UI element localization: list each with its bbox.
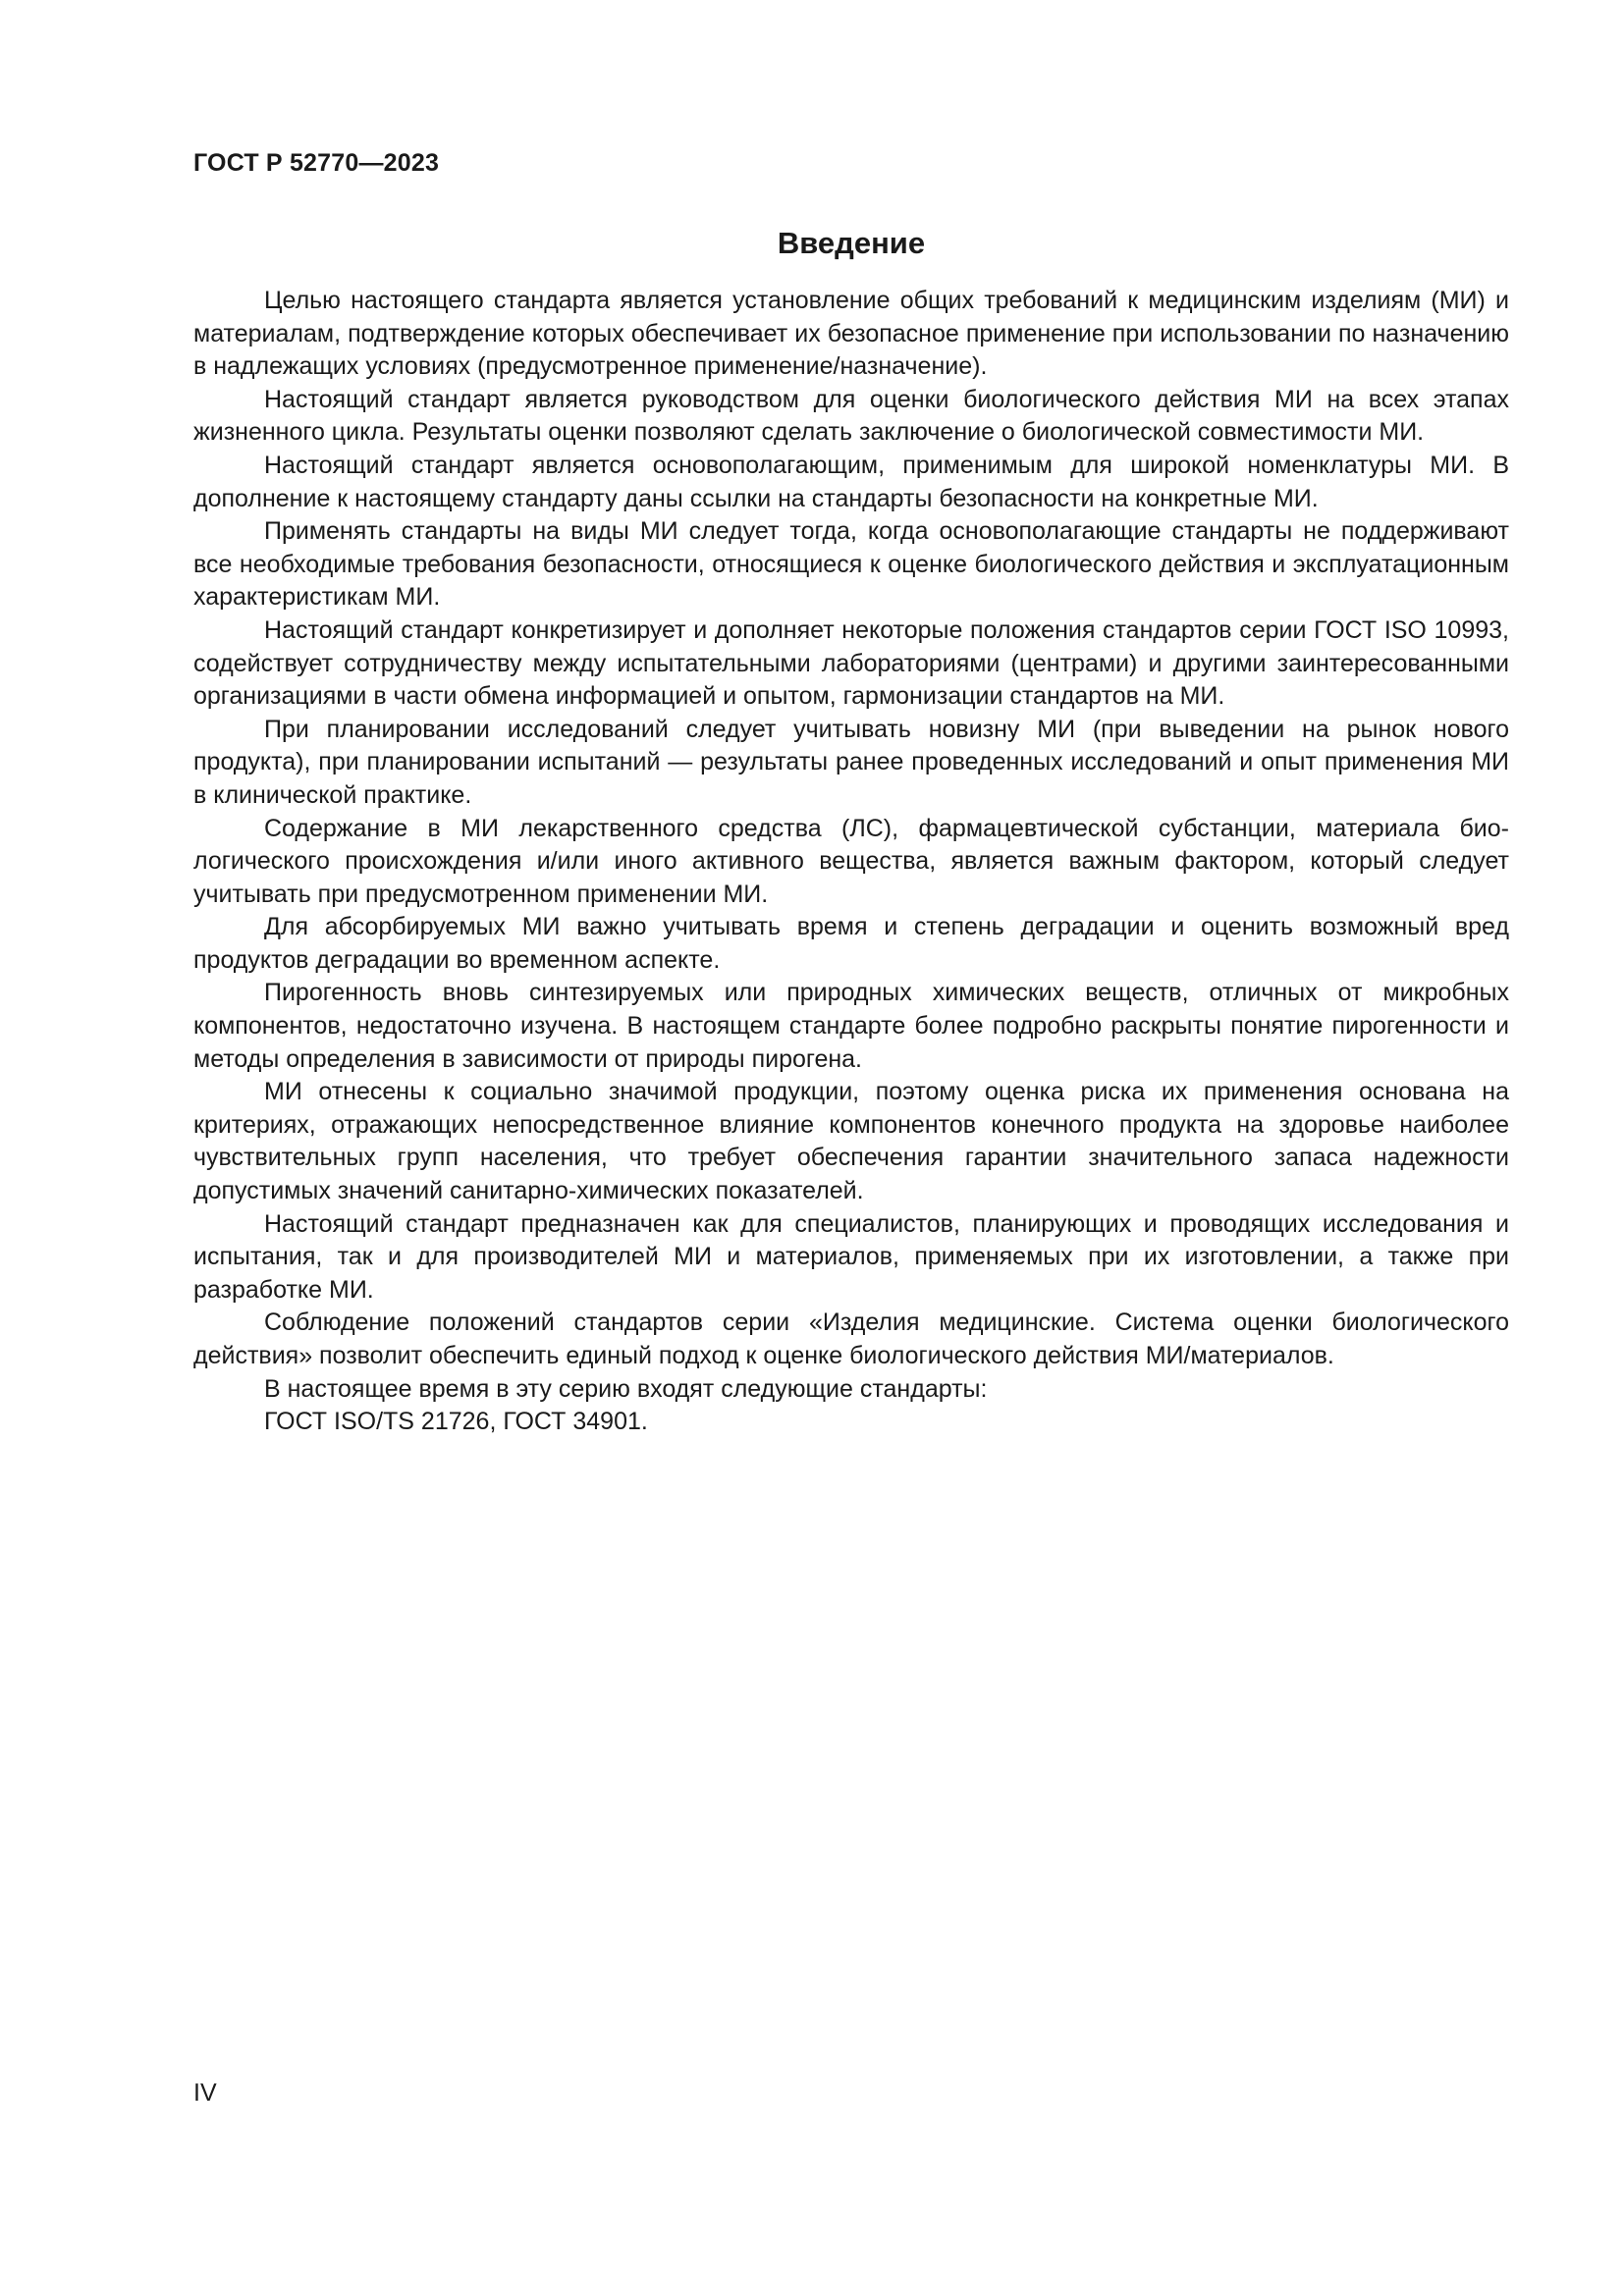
paragraph: При планировании исследований следует учитывать новизну МИ (при выведении на рынок нового продукта), при планировании испытаний — результаты ранее проведенных исследований и опыт применения МИ в клинической практике.	[193, 715, 1509, 809]
paragraph: Настоящий стандарт предназначен как для специалистов, планирующих и проводящих исследования и испытания, так и для производителей МИ и материалов, применяемых при их изготовлении, а также при разработке МИ.	[193, 1209, 1509, 1304]
paragraph: Пирогенность вновь синтезируемых или природных химических веществ, отличных от микробных компонентов, недостаточно изучена. В настоящем стандарте более подробно раскрыты понятие пирогенности и методы определения в зависимости от природы пирогена.	[193, 979, 1509, 1073]
section-title: Введение	[777, 226, 926, 260]
paragraph: Применять стандарты на виды МИ следует тогда, когда основополагающие стандарты не поддерживают все необходимые требования безопасности, относящиеся к оценке биологического действия и эксплуатационным характеристикам МИ.	[193, 517, 1509, 612]
paragraph: В настоящее время в эту серию входят следующие стандарты:	[264, 1374, 988, 1403]
paragraph: Для абсорбируемых МИ важно учитывать время и степень деградации и оценить возможный вред продуктов деградации во временном аспекте.	[193, 913, 1509, 974]
document-code: ГОСТ Р 52770—2023	[193, 149, 440, 177]
paragraph: Соблюдение положений стандартов серии «Изделия медицинские. Система оценки биологического действия» позволит обеспечить единый подход к оценке биологического действия МИ/материалов.	[193, 1308, 1509, 1369]
paragraph: Настоящий стандарт конкретизирует и дополняет некоторые положения стандартов серии ГОСТ ISO 10993, содействует сотрудничеству между испытательными лабораториями (центрами) и другими заинтересованными организациями в части обмена информацией и опытом, гармонизации стандартов на МИ.	[193, 615, 1509, 711]
paragraph: Целью настоящего стандарта является установление общих требований к медицинским изделиям (МИ) и материалам, подтверждение которых обеспечивает их безопасное применение при использовании по назначению в надлежащих условиях (предусмотренное применение/назначение).	[193, 287, 1509, 381]
body-text	[193, 285, 1509, 1439]
page-number: IV	[193, 2079, 217, 2107]
paragraph: Содержание в МИ лекарственного средства (ЛС), фармацевтической субстанции, материала биологического происхождения и/или иного активного вещества, является важным фактором, который следует учитывать при предусмотренном применении МИ.	[193, 814, 1509, 908]
paragraph: МИ отнесены к социально значимой продукции, поэтому оценка риска их применения основана на критериях, отражающих непосредственное влияние компонентов конечного продукта на здоровье наиболее чувствительных групп населения, что требует обеспечения гарантии значительного запаса надежности допустимых значений санитарно-химических показателей.	[193, 1078, 1509, 1205]
paragraph: ГОСТ ISO/TS 21726, ГОСТ 34901.	[264, 1408, 648, 1436]
paragraph: Настоящий стандарт является руководством для оценки биологического действия МИ на всех этапах жизненного цикла. Результаты оценки позволяют сделать заключение о биологической совместимости МИ.	[193, 385, 1509, 447]
paragraph: Настоящий стандарт является основополагающим, применимым для широкой номенклатуры МИ. В дополнение к настоящему стандарту даны ссылки на стандарты безопасности на конкретные МИ.	[193, 451, 1509, 512]
